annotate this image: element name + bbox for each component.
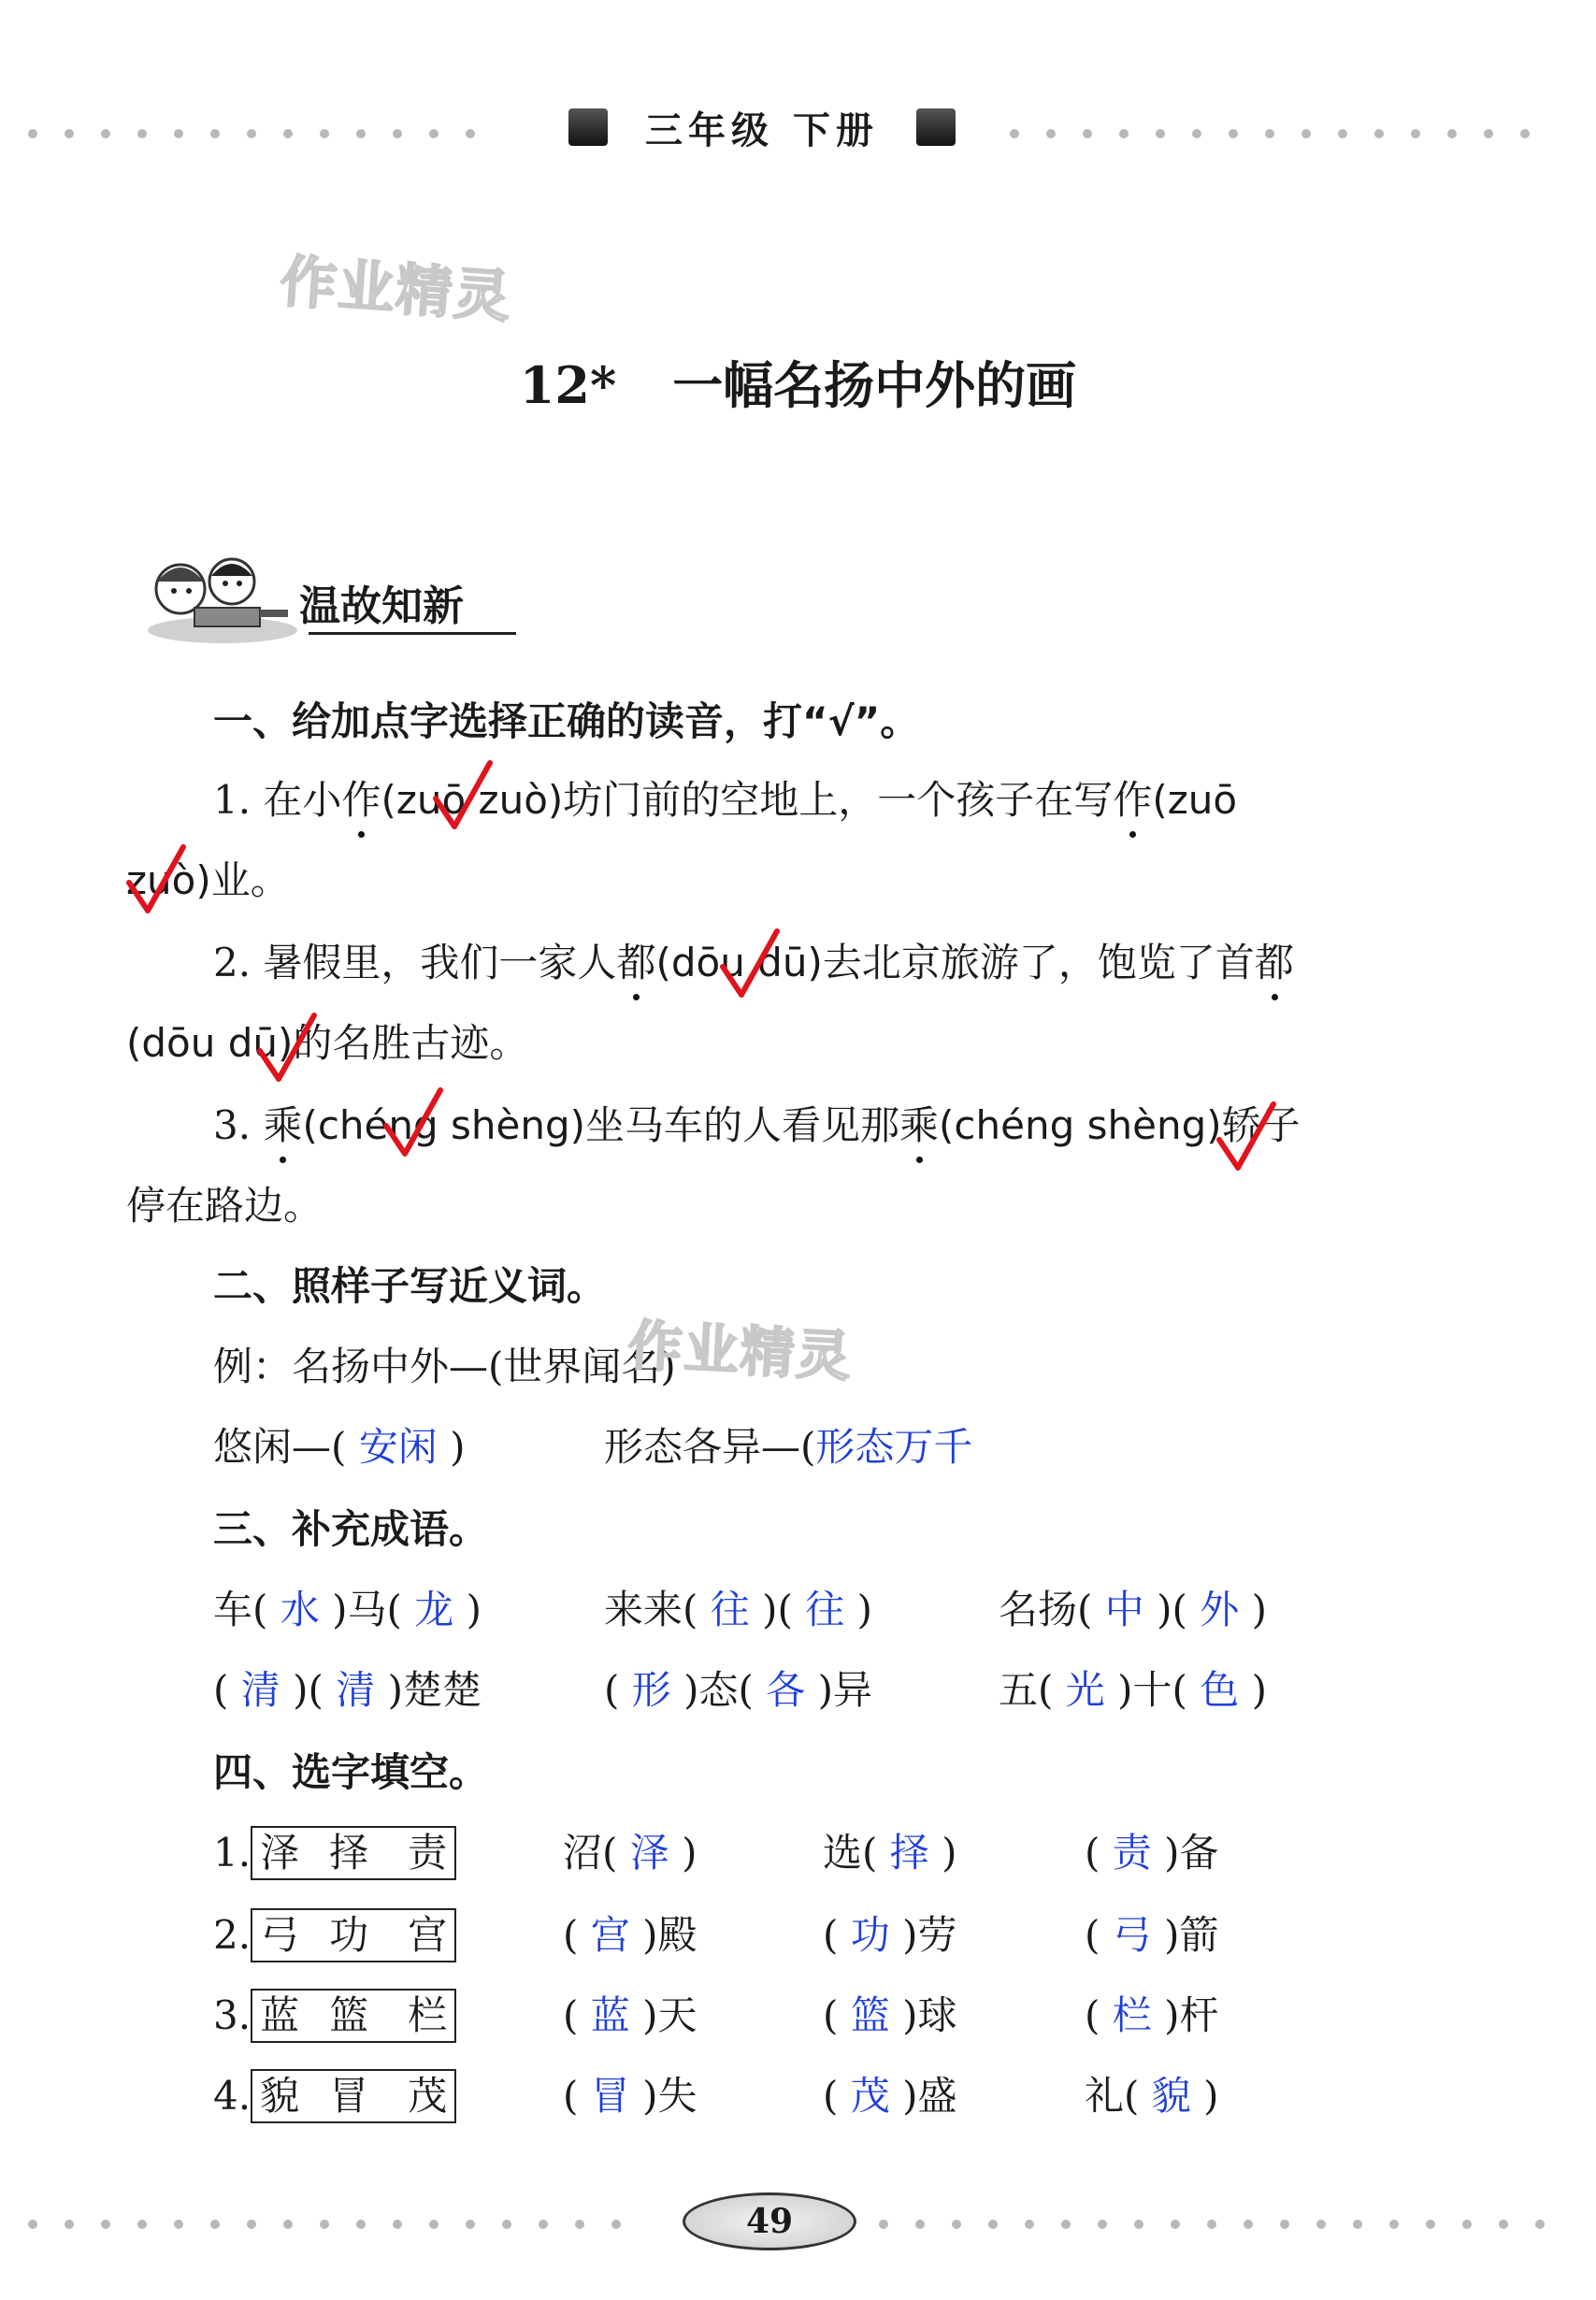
answer: 龙 (414, 1587, 454, 1632)
dot (1046, 129, 1056, 138)
dot (611, 2220, 621, 2229)
answer: 责 (1112, 1830, 1152, 1876)
item-number: 2. (213, 1912, 252, 1958)
char-box (251, 1826, 456, 1880)
dot (137, 2220, 147, 2229)
text: ( (823, 1912, 839, 1958)
dot (174, 2220, 183, 2229)
text: ) (450, 1424, 466, 1470)
char: 弓 (260, 1912, 300, 1958)
text: ) (466, 1587, 482, 1632)
text: )天 (642, 1992, 697, 2038)
watermark-top: 作业精灵 (278, 249, 514, 331)
text: (zuō (1152, 777, 1238, 823)
q3-heading: 三、补充成语。 (213, 1506, 489, 1552)
kids-reading-icon (129, 544, 297, 647)
item-number: 1. (213, 1830, 252, 1876)
text: )箭 (1164, 1912, 1219, 1958)
answer: 光 (1065, 1667, 1105, 1713)
dotted-char: 乘 (899, 1098, 939, 1154)
choice-row-1 (213, 1825, 456, 1881)
section-underline (309, 632, 516, 635)
char: 责 (408, 1830, 448, 1876)
answer: 安闲 (358, 1424, 438, 1470)
dot (320, 2220, 329, 2229)
dot (1301, 129, 1311, 138)
answer: 外 (1200, 1587, 1240, 1632)
blank (823, 1825, 957, 1881)
text: 选( (823, 1830, 878, 1876)
text: )( (293, 1667, 324, 1713)
answer: 貌 (1151, 2073, 1191, 2119)
blank (823, 1907, 957, 1963)
q2-heading: 二、照样子写近义词。 (213, 1263, 607, 1309)
dot (247, 2220, 256, 2229)
dot (1462, 2220, 1472, 2229)
text: 形态各异—( (604, 1424, 816, 1470)
text: ( (563, 1992, 579, 2038)
dot (466, 2220, 475, 2229)
dotted-char: 都 (616, 935, 655, 991)
char: 篮 (329, 1992, 369, 2038)
dot (65, 2220, 74, 2229)
blank (563, 1988, 697, 2044)
idiom (999, 1662, 1267, 1718)
text: ( (213, 1667, 229, 1713)
answer: 各 (766, 1667, 806, 1713)
answer: 色 (1200, 1667, 1240, 1713)
q1-item2-line2: (dōu dū)的名胜古迹。 (126, 1020, 529, 1066)
char: 茂 (408, 2073, 448, 2119)
books-icon (916, 108, 956, 146)
dot (1280, 2220, 1289, 2229)
text: 2. 暑假里，我们一家人 (213, 940, 617, 985)
dot (1426, 2220, 1435, 2229)
check-mark-icon (428, 757, 496, 832)
dot (356, 2220, 366, 2229)
blank (1085, 2068, 1219, 2124)
q1-heading: 一、给加点字选择正确的读音，打“√”。 (213, 698, 920, 744)
dot (393, 2220, 402, 2229)
dot (879, 2220, 888, 2229)
dot (28, 129, 37, 138)
answer: 形 (631, 1667, 671, 1713)
text: 车( (213, 1587, 268, 1632)
dot (356, 129, 366, 138)
char-box (251, 1908, 456, 1962)
dot (1484, 129, 1493, 138)
dot (101, 2220, 110, 2229)
text: ) (1203, 2073, 1219, 2119)
dot (1265, 129, 1274, 138)
text: ) (856, 1587, 873, 1632)
lesson-number: 12* (519, 355, 617, 415)
q2-pair1 (213, 1419, 466, 1475)
check-mark-icon (379, 1085, 446, 1159)
blank (563, 2068, 697, 2124)
q1-item1-line1 (213, 772, 1237, 828)
dot (1098, 2220, 1107, 2229)
item-number: 4. (213, 2073, 252, 2119)
dot (320, 129, 329, 138)
answer: 栏 (1112, 1992, 1152, 2038)
dot (210, 129, 220, 138)
dot (1134, 2220, 1143, 2229)
check-mark-icon (122, 841, 189, 916)
char: 貌 (260, 2073, 300, 2119)
answer: 茂 (850, 2073, 890, 2119)
choice-row-3 (213, 1988, 456, 2044)
text: )楚楚 (387, 1667, 482, 1713)
dot (393, 129, 402, 138)
dot (210, 2220, 220, 2229)
dot (1499, 2220, 1508, 2229)
text: ) (942, 1830, 957, 1876)
dot (1119, 129, 1129, 138)
section-title: 温故知新 (299, 582, 464, 630)
char-box (251, 2069, 456, 2123)
text: ( (1085, 1912, 1100, 1958)
answer: 泽 (629, 1830, 669, 1876)
idiom (999, 1582, 1267, 1638)
text: (zuō zuò)坊门前的空地上，一个孩子在写 (381, 777, 1114, 823)
lesson-title-text: 一幅名扬中外的画 (672, 355, 1077, 415)
page-number: 49 (683, 2192, 856, 2250)
q1-item3-line1 (213, 1098, 1301, 1154)
dot (1207, 2220, 1216, 2229)
dot (466, 129, 475, 138)
blank (563, 1825, 697, 1881)
idiom (213, 1582, 482, 1638)
grade-header (528, 101, 996, 153)
text: )杆 (1164, 1992, 1219, 2038)
footer-dots-left (28, 2214, 673, 2227)
header-dots-right (1010, 123, 1589, 137)
text: 沼( (563, 1830, 618, 1876)
dot (1244, 2220, 1253, 2229)
dot (1229, 129, 1238, 138)
answer: 清 (336, 1667, 376, 1713)
text: )盛 (902, 2073, 957, 2119)
dot (1353, 2220, 1362, 2229)
answer: 往 (710, 1587, 750, 1632)
text: )( (762, 1587, 793, 1632)
grade-label: 三年级 下册 (645, 108, 879, 152)
dot (1447, 129, 1457, 138)
answer: 冒 (590, 2073, 630, 2119)
q2-example: 例：名扬中外—(世界闻名) (213, 1344, 676, 1389)
check-mark-icon (252, 1010, 320, 1085)
answer: 清 (240, 1667, 280, 1713)
dot (1338, 129, 1347, 138)
text: )球 (902, 1992, 957, 2038)
choice-row-4 (213, 2068, 456, 2124)
answer: 弓 (1112, 1912, 1152, 1958)
text: ( (1085, 1830, 1100, 1876)
dot (1535, 2220, 1545, 2229)
text: (chéng shèng)轿子 (939, 1102, 1301, 1148)
dot (283, 2220, 293, 2229)
answer: 功 (850, 1912, 890, 1958)
q4-heading: 四、选字填空。 (213, 1749, 489, 1795)
watermark-middle: 作业精灵 (626, 1313, 855, 1389)
char-box (251, 1989, 456, 2043)
dot (1520, 129, 1530, 138)
text: ) (1251, 1667, 1268, 1713)
text: 礼( (1085, 2073, 1140, 2119)
text: ( (1085, 1992, 1100, 2038)
char: 宫 (408, 1912, 448, 1958)
q1-item1-line2: zuò)业。 (126, 857, 290, 903)
choice-row-2 (213, 1907, 456, 1963)
text: ( (823, 2073, 839, 2119)
text: )态( (683, 1667, 754, 1713)
dot (1010, 129, 1019, 138)
text: ) (1251, 1587, 1268, 1632)
blank (1085, 1825, 1219, 1881)
dot (101, 129, 110, 138)
dot (247, 129, 256, 138)
char: 蓝 (260, 1992, 300, 2038)
dot (988, 2220, 998, 2229)
char: 泽 (260, 1830, 300, 1876)
q1-item3-line2: 停在路边。 (126, 1183, 324, 1229)
char: 功 (329, 1912, 369, 1958)
dot (1192, 129, 1201, 138)
answer: 中 (1104, 1587, 1144, 1632)
text: 五( (999, 1667, 1054, 1713)
answer: 择 (889, 1830, 929, 1876)
dot (1061, 2220, 1071, 2229)
dot (28, 2220, 37, 2229)
idiom (604, 1582, 872, 1638)
dot (174, 129, 183, 138)
blank (1085, 1988, 1219, 2044)
text: )劳 (902, 1912, 957, 1958)
text: ) (682, 1830, 697, 1876)
dot (283, 129, 293, 138)
char: 栏 (408, 1992, 448, 2038)
dot (915, 2220, 925, 2229)
text: 名扬( (999, 1587, 1093, 1632)
answer: 形态万千 (815, 1424, 973, 1470)
text: 来来( (604, 1587, 698, 1632)
dot (1171, 2220, 1180, 2229)
dot (429, 129, 439, 138)
text: (dōu dū)去北京旅游了，饱览了首 (655, 940, 1255, 985)
answer: 篮 (850, 1992, 890, 2038)
dot (1411, 129, 1420, 138)
text: 3. (213, 1102, 264, 1148)
text: ( (563, 1912, 579, 1958)
char: 择 (329, 1830, 369, 1876)
dot (1374, 129, 1384, 138)
header-dots-left (28, 123, 533, 137)
text: )马( (332, 1587, 402, 1632)
dot (575, 2220, 584, 2229)
dotted-char: 都 (1255, 935, 1294, 991)
dot (539, 2220, 548, 2229)
book-icon (568, 108, 608, 146)
dot (1389, 2220, 1399, 2229)
text: )备 (1164, 1830, 1219, 1876)
text: (chéng shèng)坐马车的人看见那 (302, 1102, 900, 1148)
text: ( (604, 1667, 620, 1713)
idiom (213, 1662, 482, 1718)
blank (1085, 1907, 1219, 1963)
answer: 水 (280, 1587, 320, 1632)
text: ( (563, 2073, 579, 2119)
blank (563, 1907, 697, 1963)
text: ( (823, 1992, 839, 2038)
item-number: 3. (213, 1992, 252, 2038)
lesson-title (0, 346, 1596, 418)
text: )( (1157, 1587, 1187, 1632)
check-mark-icon (715, 926, 783, 1000)
text: )异 (817, 1667, 873, 1713)
text: 1. 在小 (213, 777, 342, 823)
blank (823, 2068, 957, 2124)
answer: 蓝 (590, 1992, 630, 2038)
footer-dots-right (879, 2214, 1589, 2227)
blank (823, 1988, 957, 2044)
char: 冒 (329, 2073, 369, 2119)
dotted-char: 作 (341, 772, 381, 828)
q2-pair2 (604, 1419, 972, 1475)
check-mark-icon (1212, 1099, 1279, 1173)
text: 悠闲—( (213, 1424, 347, 1470)
text: )殿 (642, 1912, 697, 1958)
dot (65, 129, 74, 138)
idiom (604, 1662, 872, 1718)
answer: 往 (805, 1587, 845, 1632)
dot (137, 129, 147, 138)
answer: 宫 (590, 1912, 630, 1958)
dot (1083, 129, 1092, 138)
text: )失 (642, 2073, 697, 2119)
dot (429, 2220, 439, 2229)
dot (1025, 2220, 1034, 2229)
dotted-char: 乘 (263, 1098, 302, 1154)
text: )十( (1117, 1667, 1187, 1713)
dot (952, 2220, 961, 2229)
dot (1316, 2220, 1326, 2229)
dot (1156, 129, 1165, 138)
dot (502, 2220, 511, 2229)
dotted-char: 作 (1113, 772, 1152, 828)
